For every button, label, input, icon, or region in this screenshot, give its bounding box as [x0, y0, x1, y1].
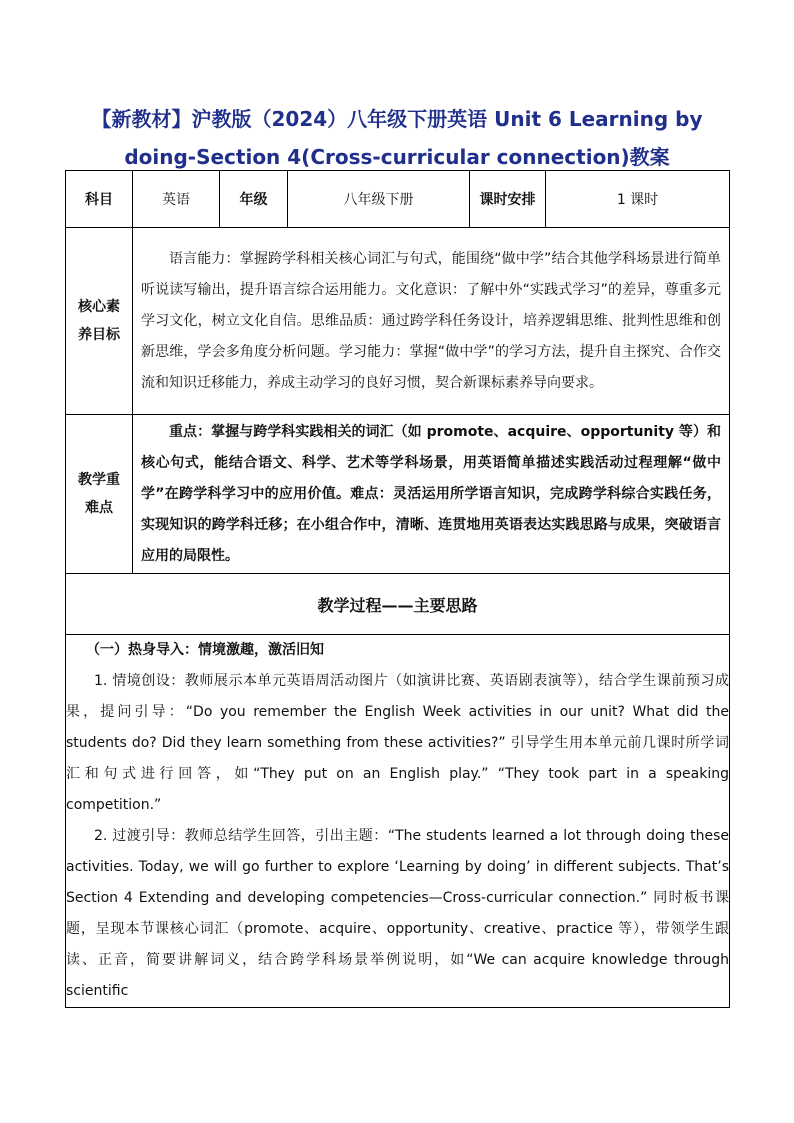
document-title: 【新教材】沪教版（2024）八年级下册英语 Unit 6 Learning by doing-Section 4(Cross-curricular connection)教案 — [91, 107, 703, 169]
key-points-cell — [133, 415, 730, 574]
key-points-text: 重点：掌握与跨学科实践相关的词汇（如 promote、acquire、opportunity 等）和核心句式，能结合语文、科学、艺术等学科场景，用英语简单描述实践活动过程理解“做中学”在跨学科学习中的应用价值。难点：灵活运用所学语言知识，完成跨学科综合实践任务，实现知识的跨学科迁移；在小组合作中，清晰、连贯地用英语表达实践思路与成果，突破语言应用的局限性。 — [141, 423, 721, 564]
grade-value: 八年级下册 — [288, 171, 470, 228]
header-row — [66, 171, 730, 228]
core-goals-label-text: 核心素养目标 — [78, 299, 120, 343]
core-goals-text: 语言能力：掌握跨学科相关核心词汇与句式，能围绕“做中学”结合其他学科场景进行简单听说读写输出，提升语言综合运用能力。文化意识：了解中外“实践式学习”的差异，尊重多元学习文化，树立文化自信。思维品质：通过跨学科任务设计，培养逻辑思维、批判性思维和创新思维，学会多角度分析问题。学习能力：掌握“做中学”的学习方法，提升自主探究、合作交流和知识迁移能力，养成主动学习的良好习惯，契合新课标素养导向要求。 — [141, 250, 721, 391]
period-value: 1 课时 — [546, 171, 730, 228]
period-label: 课时安排 — [470, 171, 546, 228]
process-heading-row — [66, 574, 730, 635]
core-goals-cell — [133, 228, 730, 415]
process-item-1: 1. 情境创设：教师展示本单元英语周活动图片（如演讲比赛、英语剧表演等），结合学生课前预习成果，提问引导：“Do you remember the English Week activities in our unit? What did the students do? Did they learn something from these activities?” 引导学生用本单元前几课时所学词汇和句式进行回答，如“They put on an English play.” “They took part in a speaking competition.” — [66, 673, 729, 813]
subject-label: 科目 — [66, 171, 133, 228]
core-goals-row — [66, 228, 730, 415]
process-item-2: 2. 过渡引导：教师总结学生回答，引出主题：“The students learned a lot through doing these activities. Today, we will go further to explore ‘Learning by doing’ in different subjects. That’s Section 4 Extending and developing competencies—Cross-curricular connection.” 同时板书课题，呈现本节课核心词汇（promote、acquire、opportunity、creative、practice 等），带领学生跟读、正音，简要讲解词义，结合跨学科场景举例说明，如“We can acquire knowledge through scientific — [66, 828, 729, 999]
grade-label: 年级 — [220, 171, 288, 228]
core-goals-label — [66, 228, 133, 415]
key-points-row — [66, 415, 730, 574]
key-points-label-text: 教学重难点 — [78, 472, 120, 516]
lesson-plan-table — [65, 170, 730, 1008]
subject-value: 英语 — [133, 171, 220, 228]
key-points-label — [66, 415, 133, 574]
process-heading: 教学过程——主要思路 — [66, 574, 730, 635]
section1-title: （一）热身导入：情境激趣，激活旧知 — [86, 642, 324, 658]
process-body-row — [66, 635, 730, 1008]
process-body — [66, 635, 730, 1008]
